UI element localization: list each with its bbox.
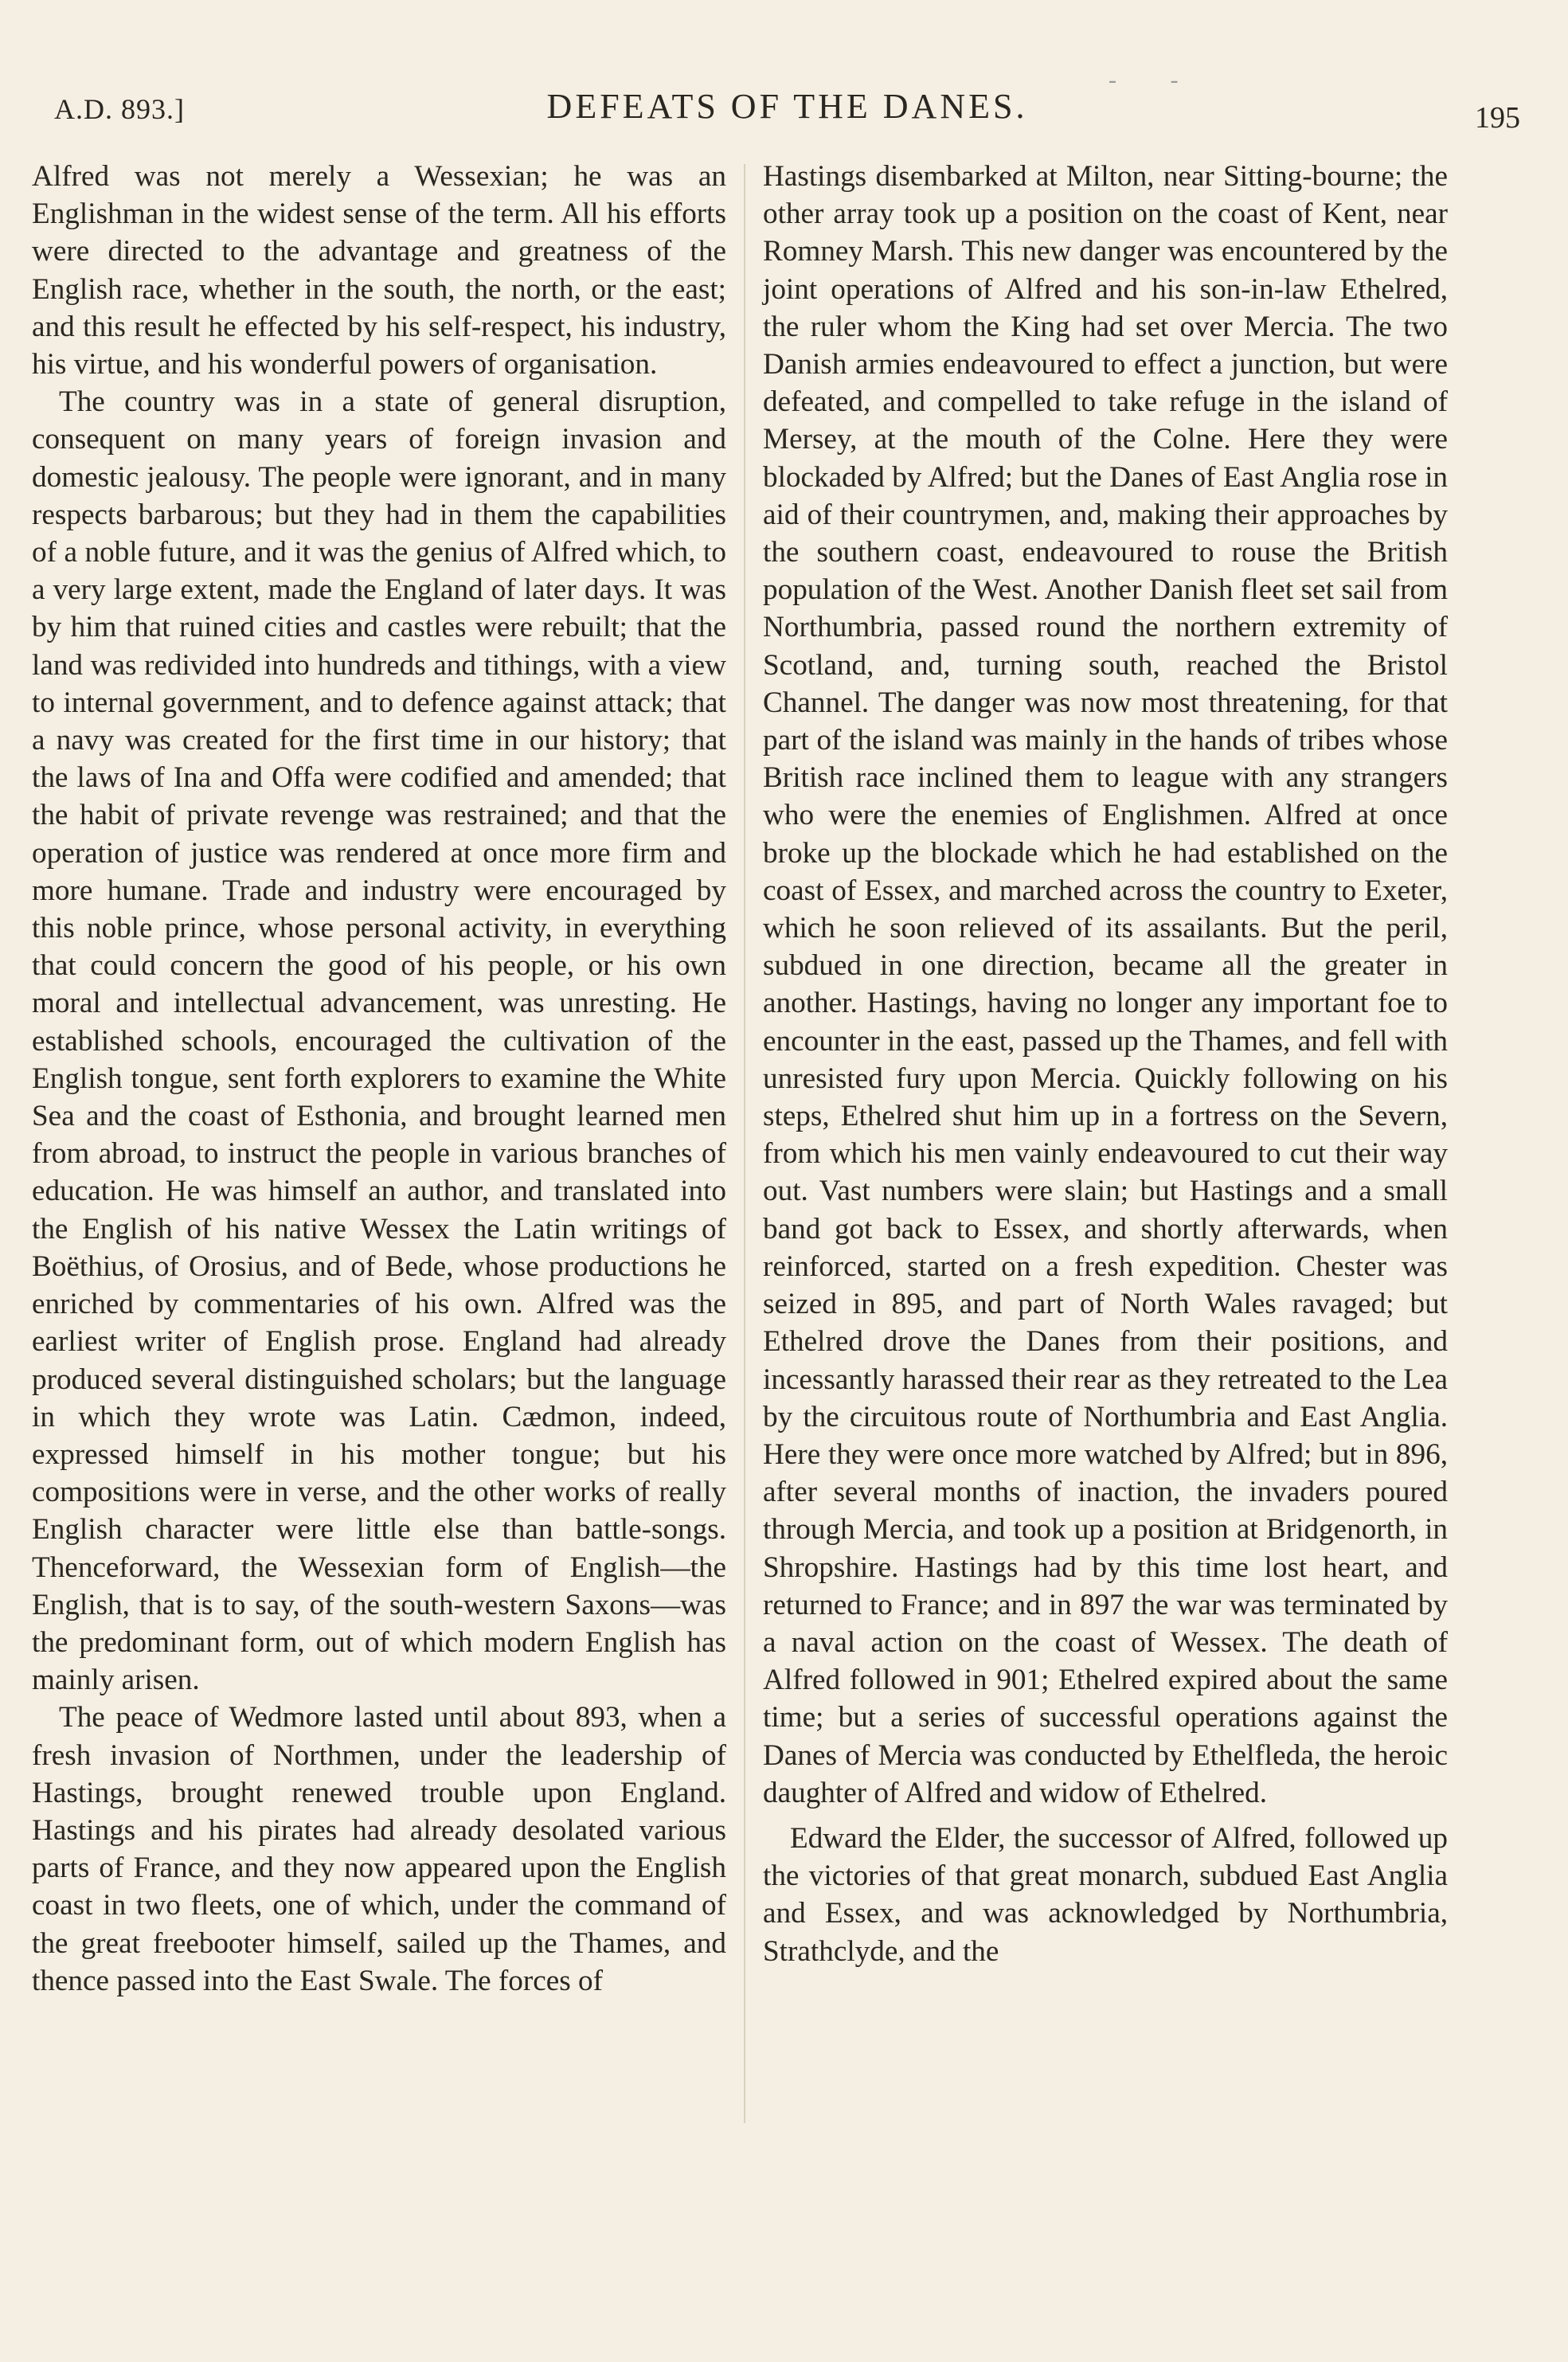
paragraph: Edward the Elder, the successor of Alfred, followed up the victories of that great monarch, subdued East Anglia and Essex, and was acknowledged by Northumbria, Strathclyde, and the: [763, 1821, 1448, 1968]
paragraph: Hastings disembarked at Milton, near Sitting-bourne; the other array took up a position on the coast of Kent, near Romney Marsh. This new danger was encountered by the joint operations of Alfred and his son-in-law Ethelred, the ruler whom the King had set over Mercia. The two Danish armies endeavoured to effect a junction, but were defeated, and compelled to take refuge in the island of Mersey, at the mouth of the Colne. Here they were blockaded by Alfred; but the Danes of East Anglia rose in aid of their countrymen, and, making their approaches by the southern coast, endeavoured to rouse the British population of the West. Another Danish fleet set sail from Northumbria, passed round the northern extremity of Scotland, and, turning south, reached the Bristol Channel. The danger was now most threatening, for that part of the island was mainly in the hands of tribes whose British race inclined them to league with any strangers who were the enemies of Englishmen. Alfred at once broke up the blockade which he had established on the coast of Essex, and marched across the country to Exeter, which he soon relieved of its assailants. But the peril, subdued in one direction, became all the greater in another. Hastings, having no longer any important foe to encounter in the east, passed up the Thames, and fell with unresisted fury upon Mercia. Quickly following on his steps, Ethelred shut him up in a fortress on the Severn, from which his men vainly endeavoured to cut their way out. Vast numbers were slain; but Hastings and a small band got back to Essex, and shortly afterwards, when reinforced, started on a fresh expedition. Chester was seized in 895, and part of North Wales ravaged; but Ethelred drove the Danes from their positions, and incessantly harassed their rear as they retreated to the Lea by the circuitous route of Northumbria and East Anglia. Here they were once more watched by Alfred; but in 896, after several months of inaction, the invaders poured through Mercia, and took up a position at Bridgenorth, in Shropshire. Hastings had by this time lost heart, and returned to France; and in 897 the war was terminated by a naval action on the coast of Wessex. The death of Alfred followed in 901; Ethelred expired about the same time; but a series of successful operations against the Danes of Mercia was conducted by Ethelfleda, the heroic daughter of Alfred and widow of Ethelred.: [763, 160, 1448, 1809]
header-date: A.D. 893.]: [54, 93, 185, 125]
printer-marks: - -: [1109, 67, 1202, 93]
page-number: 195: [1475, 101, 1520, 135]
running-header: [54, 86, 1520, 134]
paragraph: The peace of Wedmore lasted until about 893, when a fresh invasion of Northmen, under the leadership of Hastings, brought renewed trouble upon England. Hastings and his pirates had already desolated various parts of France, and they now appeared upon the English coast in two fleets, one of which, under the command of the great freebooter himself, sailed up the Thames, and thence passed into the East Swale. The forces of: [32, 1701, 726, 1997]
right-column: [763, 158, 1448, 1970]
paragraph: The country was in a state of general disruption, consequent on many years of foreign invasion and domestic jealousy. The people were ignorant, and in many respects barbarous; but they had in them the capabilities of a noble future, and it was the genius of Alfred which, to a very large extent, made the England of later days. It was by him that ruined cities and castles were rebuilt; that the land was redivided into hundreds and tithings, with a view to internal government, and to defence against attack; that a navy was created for the first time in our history; that the laws of Ina and Offa were codified and amended; that the habit of private revenge was restrained; and that the operation of justice was rendered at once more firm and more humane. Trade and industry were encouraged by this noble prince, whose personal activity, in everything that could concern the good of his people, or his own moral and intellectual advancement, was unresting. He established schools, encouraged the cultivation of the English tongue, sent forth explorers to examine the White Sea and the coast of Esthonia, and brought learned men from abroad, to instruct the people in various branches of education. He was himself an author, and translated into the English of his native Wessex the Latin writings of Boëthius, of Orosius, and of Bede, whose productions he enriched by commentaries of his own. Alfred was the earliest writer of English prose. England had already produced several distinguished scholars; but the language in which they wrote was Latin. Cædmon, indeed, expressed himself in his mother tongue; but his compositions were in verse, and the other works of really English character were little else than battle-songs. Thenceforward, the Wessexian form of English—the English, that is to say, of the south-western Saxons—was the predominant form, out of which modern English has mainly arisen.: [32, 385, 726, 1697]
column-divider: [744, 164, 745, 2123]
paragraph: Alfred was not merely a Wessexian; he was an Englishman in the widest sense of the term. All his efforts were directed to the advantage and greatness of the English race, whether in the south, the north, or the east; and this result he effected by his self-respect, his industry, his virtue, and his wonderful powers of organisation.: [32, 160, 726, 381]
header-title: DEFEATS OF THE DANES.: [546, 87, 1028, 126]
left-column: [32, 158, 726, 2000]
